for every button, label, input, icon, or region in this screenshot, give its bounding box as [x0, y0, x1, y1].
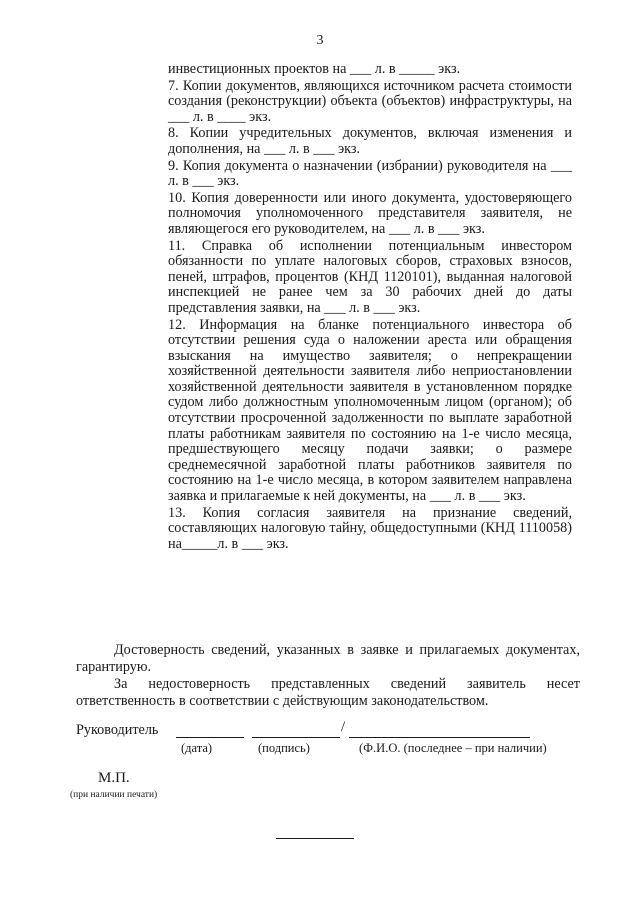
- signature-caption: (подпись): [258, 741, 310, 755]
- list-item: 13. Копия согласия заявителя на признание сведений, составляющих налоговую тайну, общедоступными (КНД 1110058) на_____л. в ___ экз.: [168, 504, 572, 552]
- list-item: 11. Справка об исполнении потенциальным инвестором обязанности по уплате налоговых сборов, страховых взносов, пеней, штрафов, процентов (КНД 1120101), выданная налоговой инспекцией не ранее чем за 30 рабочих дней до даты представления заявки, на ___ л. в ___ экз.: [168, 237, 572, 316]
- list-item: 8. Копии учредительных документов, включая изменения и дополнения, на ___ л. в ___ экз.: [168, 125, 572, 157]
- signature-line: [252, 737, 340, 738]
- name-caption: (Ф.И.О. (последнее – при наличии): [359, 741, 547, 755]
- attachments-list: [168, 62, 572, 552]
- date-caption: (дата): [181, 741, 213, 755]
- list-item: 12. Информация на бланке потенциального инвестора об отсутствии решения суда о наложении ареста или обращения взыскания на имущество заявителя; о непрекращении хозяйственной деятельности заявителя либо неприостановлении хозяйственной деятельности заявителя в установленном порядке судом либо должностным уполномоченным лицом (органом); об отсутствии просроченной задолженности по выплате заработной платы работникам заявителя по состоянию на 1-е число месяца, предшествующего месяцу подачи заявки; о размере среднемесячной заработной платы работников заявителя по состоянию на 1-е число месяца, в котором заявителем направлена заявка и прилагаемые к ней документы, на ___ л. в ___ экз.: [168, 316, 572, 505]
- stamp-note: (при наличии печати): [70, 790, 158, 800]
- date-line: [176, 737, 244, 738]
- stamp-label: М.П.: [98, 770, 130, 786]
- list-item: 7. Копии документов, являющихся источником расчета стоимости создания (реконструкции) объекта (объектов) инфраструктуры, на ___ л. в ____ экз.: [168, 77, 572, 125]
- name-line: [349, 737, 530, 738]
- signature-separator: /: [341, 719, 346, 735]
- list-item: инвестиционных проектов на ___ л. в _____ экз.: [168, 61, 461, 77]
- guarantee-paragraph: Достоверность сведений, указанных в заявке и прилагаемых документах, гарантирую.: [76, 642, 580, 675]
- page-number: 3: [316, 33, 324, 48]
- bottom-divider: [276, 838, 354, 839]
- responsibility-paragraph: За недостоверность представленных сведений заявитель несет ответственность в соответствии с действующим законодательством.: [76, 676, 580, 709]
- list-item: 9. Копия документа о назначении (избрании) руководителя на ___ л. в ___ экз.: [168, 157, 572, 190]
- list-item: 10. Копия доверенности или иного документа, удостоверяющего полномочия уполномоченного представителя заявителя, не являющегося его руководителем, на ___ л. в ___ экз.: [168, 189, 572, 237]
- signer-label: Руководитель: [76, 722, 159, 738]
